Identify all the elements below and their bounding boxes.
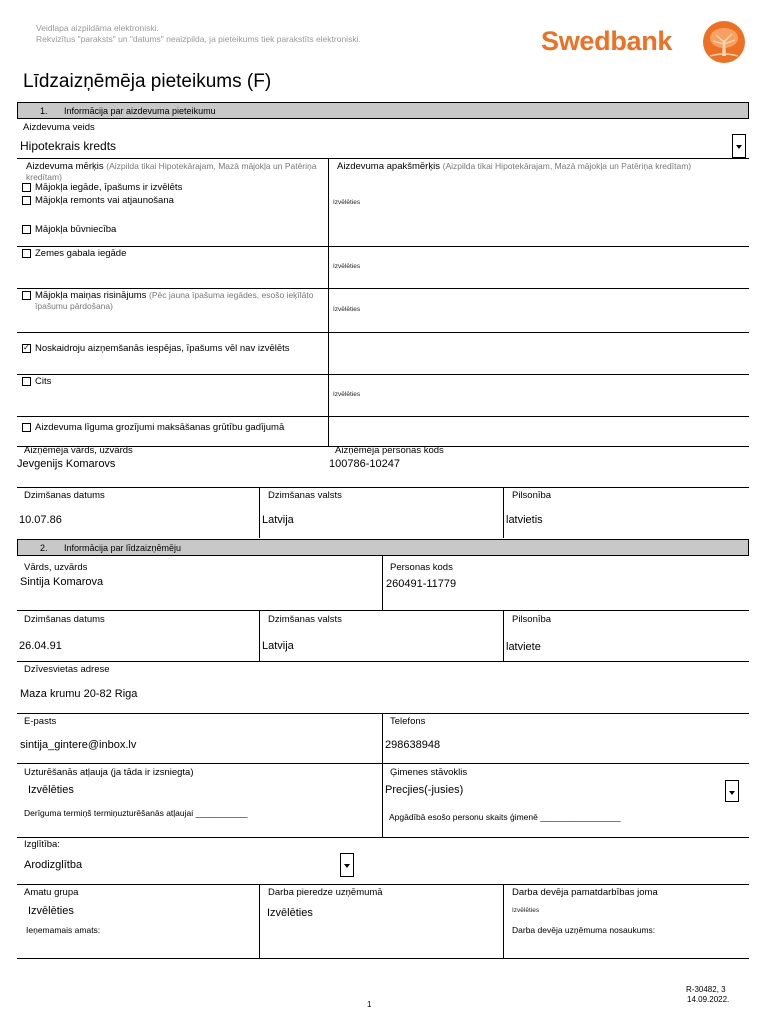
subpurpose-select-2[interactable]: Izvēlēties: [333, 263, 361, 270]
purpose-option-exchange-hint: (Pēc jauna īpašuma iegādes, esošo ieķīlāto īpašumu pārdošana): [35, 290, 314, 311]
coborrower-code-label: Personas kods: [390, 562, 453, 573]
residence-term-label[interactable]: Derīguma termiņš termiņuzturēšanās atļaujai ___________: [24, 808, 248, 818]
purpose-option-exchange: [35, 290, 320, 312]
loan-type-select[interactable]: Hipotekrais kredts: [20, 139, 117, 153]
borrower-name-label: Aizņēmēja vārds, uzvārds: [24, 445, 133, 456]
coborrower-citizenship-label: Pilsonība: [512, 614, 552, 625]
instruction-note-2: Rekvizītus "paraksts" un "datums" neaizpilda, ja pieteikums tiek parakstīts elektroniski.: [36, 34, 361, 44]
coborrower-name-label: Vārds, uzvārds: [24, 562, 88, 573]
amendment-checkbox[interactable]: [22, 423, 31, 432]
subpurpose-select-4[interactable]: Izvēlēties: [333, 391, 361, 398]
email-field[interactable]: sintija_gintere@inbox.lv: [20, 739, 137, 751]
page-number: 1: [367, 1000, 372, 1009]
email-label: E-pasts: [24, 716, 57, 727]
checkmark-icon: ✓: [23, 343, 30, 352]
purpose-checkbox-exploring[interactable]: [22, 344, 31, 353]
purpose-checkbox-purchase[interactable]: [22, 183, 31, 192]
coborrower-birth-date-field[interactable]: 26.04.91: [19, 640, 62, 652]
purpose-checkbox-renovation[interactable]: [22, 196, 31, 205]
subpurpose-select-1[interactable]: Izvēlēties: [333, 199, 361, 206]
loan-type-dropdown-button[interactable]: [732, 134, 746, 158]
borrower-citizenship-field[interactable]: latvietis: [506, 514, 543, 526]
purpose-option-exploring: Noskaidroju aizņemšanās iespējas, īpašums vēl nav izvēlēts: [35, 343, 290, 354]
coborrower-birth-country-label: Dzimšanas valsts: [268, 614, 342, 625]
purpose-option-renovation: Mājokļa remonts vai atjaunošana: [35, 195, 174, 206]
borrower-code-field[interactable]: 100786-10247: [329, 458, 400, 470]
coborrower-name-field[interactable]: Sintija Komarova: [20, 576, 104, 588]
address-label: Dzīvesvietas adrese: [24, 664, 110, 675]
purpose-checkbox-exchange[interactable]: [22, 291, 31, 300]
section-1-header: [17, 102, 749, 119]
purpose-checkbox-construction[interactable]: [22, 225, 31, 234]
section-2-header: [17, 539, 749, 556]
coborrower-citizenship-field[interactable]: latviete: [506, 641, 541, 653]
address-field[interactable]: Maza krumu 20-82 Riga: [20, 688, 138, 700]
education-select[interactable]: Arodizglītba: [24, 859, 83, 871]
purpose-option-purchase: Mājokļa iegāde, īpašums ir izvēlēts: [35, 182, 183, 193]
subpurpose-hint: (Aizpilda tikai Hipotekārajam, Mazā mājokļa un Patēriņa kredītam): [442, 161, 692, 171]
form-date: 14.09.2022.: [687, 995, 730, 1004]
experience-select[interactable]: Izvēlēties: [267, 907, 313, 919]
purpose-option-construction: Mājokļa būvniecība: [35, 224, 117, 235]
purpose-checkbox-other[interactable]: [22, 377, 31, 386]
education-label: Izglītība:: [24, 839, 60, 850]
coborrower-code-field[interactable]: 260491-11779: [386, 578, 457, 590]
loan-type-label: Aizdevuma veids: [23, 122, 95, 133]
section-1-title: Informācija par aizdevuma pieteikumu: [64, 106, 216, 116]
borrower-citizenship-label: Pilsonība: [512, 490, 552, 501]
subpurpose-label-text: Aizdevuma apakšmērķis: [337, 161, 440, 172]
instruction-note-1: Veidlapa aizpildāma elektroniski.: [36, 23, 159, 33]
purpose-option-exchange-text: Mājokļa maiņas risinājums: [35, 290, 147, 301]
section-2-title: Informācija par līdzaizņēmēju: [64, 543, 182, 553]
family-status-label: Ģimenes stāvoklis: [390, 767, 468, 778]
borrower-birth-date-field[interactable]: 10.07.86: [19, 514, 62, 526]
phone-label: Telefons: [390, 716, 426, 727]
form-code: R-30482, 3: [686, 985, 726, 994]
position-label[interactable]: Ieņemamais amats:: [26, 925, 101, 935]
education-dropdown-button[interactable]: [340, 853, 354, 877]
borrower-birth-country-label: Dzimšanas valsts: [268, 490, 342, 501]
residence-permit-label: Uzturēšanās atļauja (ja tāda ir izsniegta): [24, 767, 194, 778]
section-2-number: 2.: [40, 543, 48, 553]
family-status-dropdown-button[interactable]: [725, 780, 739, 802]
phone-field[interactable]: 298638948: [385, 739, 441, 751]
coborrower-birth-date-label: Dzimšanas datums: [24, 614, 105, 625]
position-group-label: Amatu grupa: [24, 887, 79, 898]
section-1-number: 1.: [40, 106, 48, 116]
coborrower-birth-country-field[interactable]: Latvija: [262, 640, 294, 652]
employer-field-select[interactable]: Izvēlēties: [512, 907, 540, 914]
oak-tree-emblem-icon: [702, 20, 746, 64]
position-group-select[interactable]: Izvēlēties: [28, 905, 74, 917]
purpose-label: [26, 161, 322, 183]
borrower-birth-date-label: Dzimšanas datums: [24, 490, 105, 501]
logo-wordmark: Swedbank: [541, 26, 673, 56]
purpose-option-land: Zemes gabala iegāde: [35, 248, 127, 259]
residence-permit-select[interactable]: Izvēlēties: [28, 784, 74, 796]
page-title: Līdzaizņēmēja pieteikums (F): [23, 71, 272, 92]
borrower-code-label: Aizņēmēja personas kods: [335, 445, 444, 456]
employer-field-label: Darba devēja pamatdarbības joma: [512, 887, 658, 898]
purpose-checkbox-land[interactable]: [22, 249, 31, 258]
purpose-option-other: Cits: [35, 376, 52, 387]
dependents-label[interactable]: Apgādībā esošo personu skaits ģimenē _________________: [389, 812, 621, 822]
borrower-name-field[interactable]: Jevgenijs Komarovs: [17, 458, 116, 470]
purpose-label-text: Aizdevuma mērķis: [26, 161, 104, 172]
family-status-select[interactable]: Precjies(-jusies): [385, 784, 464, 796]
amendment-label: Aizdevuma līguma grozījumi maksāšanas grūtību gadījumā: [35, 422, 285, 433]
subpurpose-label: [337, 161, 743, 172]
employer-name-label[interactable]: Darba devēja uzņēmuma nosaukums:: [512, 925, 656, 935]
subpurpose-select-3[interactable]: Izvēlēties: [333, 306, 361, 313]
experience-label: Darba pieredze uzņēmumā: [268, 887, 383, 898]
borrower-birth-country-field[interactable]: Latvija: [262, 514, 294, 526]
purpose-hint: (Aizpilda tikai Hipotekārajam, Mazā mājokļa un Patēriņa kredītam): [26, 161, 317, 182]
